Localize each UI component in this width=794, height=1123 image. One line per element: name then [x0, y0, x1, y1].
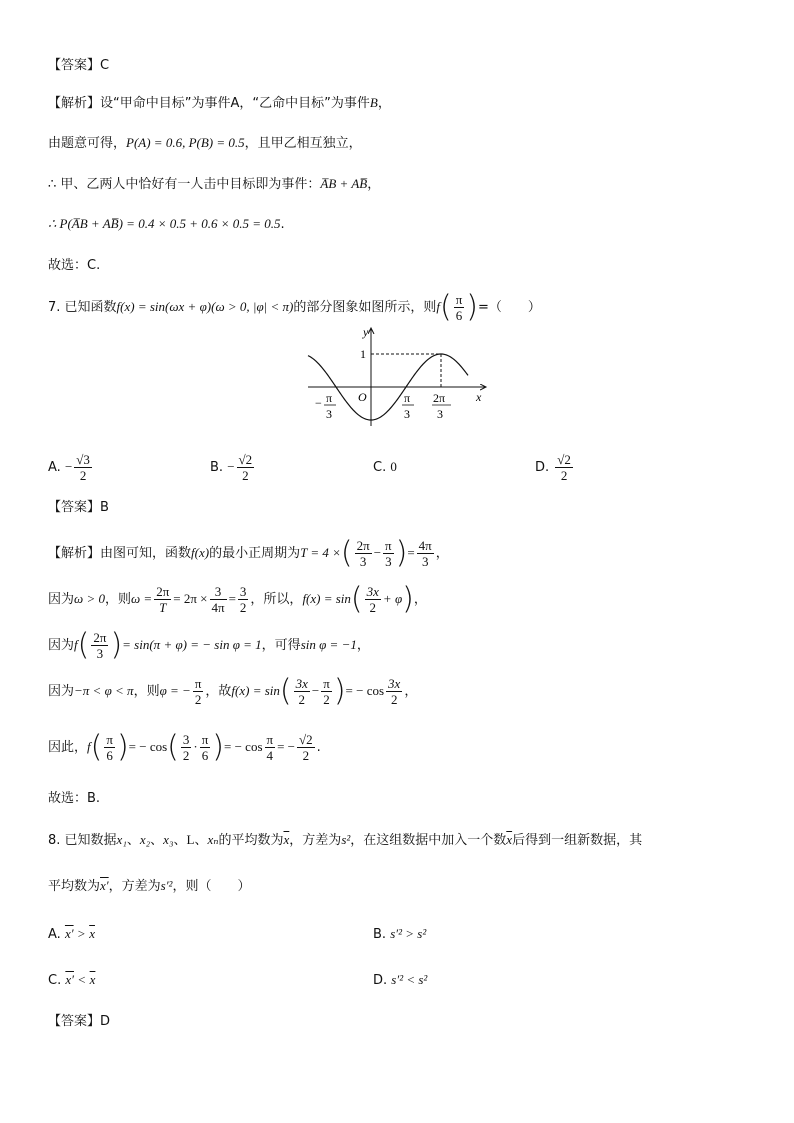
fraction: $\frac{3}{2}$ — [239, 584, 247, 615]
q7-answer-line — [48, 498, 109, 518]
math: = − cos — [224, 739, 263, 754]
math: x′ — [64, 926, 74, 941]
math: $\overline{x}$ — [283, 832, 290, 847]
paren: ( — [90, 729, 103, 765]
q7-option-b[interactable] — [210, 452, 256, 483]
math: A̅B + AB̅ — [320, 176, 368, 191]
math: (ω > 0, |φ| < π) — [211, 299, 294, 314]
fraction: $\frac{\pi}{6}$ — [106, 732, 113, 763]
paren: ) — [333, 673, 346, 709]
q7-stem — [48, 289, 541, 325]
q8-option-a[interactable] — [48, 926, 95, 942]
text: 由题意可得， — [48, 136, 127, 151]
math: = — [228, 591, 236, 606]
paren: ( — [77, 627, 90, 663]
paren: ( — [340, 535, 353, 571]
text: 后得到一组新数据，其 — [512, 833, 643, 848]
fraction: $\frac{\pi}{2}$ — [323, 676, 330, 707]
paren: ( — [350, 581, 363, 617]
math: T = 4 × — [300, 545, 341, 560]
option-label: C. — [373, 460, 387, 475]
option-label: C. — [48, 973, 62, 988]
answer-value: C — [100, 58, 110, 73]
text: ， — [356, 638, 370, 653]
fraction: $\frac{3x}{2}$ — [295, 676, 308, 707]
math: s′² < s² — [391, 972, 428, 987]
math: ω = — [130, 591, 153, 606]
text: 、 — [173, 833, 187, 848]
math: + φ — [382, 591, 403, 606]
text: ， — [435, 546, 449, 561]
math: x′ — [65, 972, 74, 987]
q6-analysis-line-2 — [48, 133, 362, 154]
fraction: $\frac{√2}{2}$ — [238, 452, 253, 483]
q7-analysis-line-3 — [48, 627, 370, 663]
math: > — [77, 926, 86, 941]
math: x′ — [100, 878, 109, 893]
text: 设“甲命中目标”为事件A，“乙命中目标”为事件 — [100, 96, 370, 111]
math: f — [436, 299, 440, 314]
text: ，所以， — [250, 592, 303, 607]
q8-option-d[interactable] — [373, 972, 427, 988]
analysis-tag: 【解析】 — [48, 546, 101, 561]
option-label: A. — [48, 927, 61, 942]
text: 因为 — [48, 592, 75, 607]
math: = − cos — [345, 683, 385, 698]
math: x₃ — [163, 832, 174, 847]
paren: ( — [167, 729, 179, 765]
math: − — [227, 459, 235, 474]
fraction: $\frac{√2}{2}$ — [557, 452, 571, 483]
x-label: x — [476, 390, 482, 404]
fraction: $\frac{2\pi}{3}$ — [356, 538, 370, 569]
y-label: y — [363, 325, 369, 339]
text: ，则 — [104, 592, 131, 607]
option-label: D. — [535, 460, 550, 475]
q8-option-c[interactable] — [48, 972, 95, 988]
q8-stem-line-1 — [48, 830, 642, 851]
paren: ) — [466, 289, 478, 325]
q6-answer-line — [48, 56, 109, 76]
math: 0 — [390, 459, 397, 474]
math: s′² — [160, 878, 173, 893]
paren: ( — [279, 673, 292, 709]
q7-analysis-line-5 — [48, 729, 321, 765]
answer-tag: 【答案】 — [48, 1014, 101, 1029]
answer-tag: 【答案】 — [48, 58, 101, 73]
q6-analysis-line-3 — [48, 174, 380, 195]
math: φ = − — [159, 683, 191, 698]
fraction: $\frac{\pi}{6}$ — [455, 292, 463, 323]
math: B — [369, 95, 378, 110]
math: f — [87, 739, 91, 754]
math: ∴ P(A̅B + AB̅) = 0.4 × 0.5 + 0.6 × 0.5 = 0.5 — [48, 216, 281, 231]
text: 、 — [150, 833, 164, 848]
text: ， — [413, 592, 427, 607]
math: = 2π × — [173, 591, 208, 606]
tick-neg-pi3-sign: − — [315, 396, 322, 410]
answer-tag: 【答案】 — [48, 500, 101, 515]
q6-choice: 故选：C. — [48, 258, 101, 273]
option-label: B. — [373, 927, 387, 942]
text: ，方差为 — [289, 833, 342, 848]
text: . — [316, 740, 321, 755]
text: 的平均数为 — [218, 833, 284, 848]
fraction: $\frac{\pi}{3}$ — [385, 538, 392, 569]
text: ∴ 甲、乙两人中恰好有一人击中目标即为事件： — [48, 177, 321, 192]
math: $\overline{x}$ — [89, 926, 95, 941]
text: 7. 已知函数 — [48, 300, 117, 315]
q7-analysis-line-2 — [48, 581, 427, 617]
paren: ) — [110, 627, 123, 663]
origin-label: O — [358, 390, 367, 404]
paren: ) — [212, 729, 225, 765]
q7-option-d[interactable] — [535, 452, 575, 483]
analysis-tag: 【解析】 — [48, 96, 101, 111]
math: ω > 0 — [74, 591, 105, 606]
math: = — [407, 545, 415, 560]
paren: ) — [395, 535, 408, 571]
math: = − cos — [128, 739, 168, 754]
math: $\overline{x}$ — [89, 972, 96, 987]
q7-option-c[interactable] — [373, 459, 397, 475]
tick-2pi3-den: 3 — [437, 407, 443, 421]
text: 因为 — [48, 684, 75, 699]
math: $\overline{x}$ — [506, 832, 513, 847]
q7-analysis-line-1 — [48, 535, 449, 571]
fraction: $\frac{3x}{2}$ — [366, 584, 379, 615]
text: ，可得 — [261, 638, 301, 653]
math: < — [78, 972, 86, 987]
text: 因此， — [48, 740, 88, 755]
math: s² — [341, 832, 351, 847]
option-label: A. — [48, 460, 61, 475]
text: ，则（ ） — [172, 879, 251, 894]
text: 因为 — [48, 638, 75, 653]
q8-option-b[interactable] — [373, 926, 426, 942]
fraction: $\frac{3}{4\pi}$ — [211, 584, 225, 615]
text: . — [280, 217, 285, 232]
q8-stem-line-2 — [48, 876, 250, 897]
fraction: $\frac{\pi}{4}$ — [266, 732, 274, 763]
math: − — [64, 459, 73, 474]
math: f(x) = sin — [231, 683, 280, 698]
sine-graph — [300, 322, 500, 432]
tick-pi3-den: 3 — [404, 407, 410, 421]
answer-value: D — [100, 1014, 111, 1029]
fraction: $\frac{√2}{2}$ — [299, 732, 313, 763]
text: ， — [377, 96, 391, 111]
fraction: $\frac{2\pi}{3}$ — [93, 630, 107, 661]
paren: ( — [439, 289, 452, 325]
text: ， — [367, 177, 381, 192]
math: x₂ — [139, 832, 151, 847]
option-label: D. — [373, 973, 388, 988]
text: 8. 已知数据 — [48, 833, 117, 848]
fraction: $\frac{2\pi}{T}$ — [156, 584, 170, 615]
fraction: $\frac{\pi}{2}$ — [194, 676, 202, 707]
text: 平均数为 — [48, 879, 101, 894]
math: xₙ — [207, 832, 219, 847]
math: f(x) — [191, 545, 210, 560]
text: 、 — [126, 833, 140, 848]
text: ， — [404, 684, 418, 699]
math: · — [193, 739, 198, 754]
math: f(x) = sin(ωx + φ) — [116, 299, 212, 314]
math: = − — [277, 739, 296, 754]
one-label: 1 — [360, 347, 366, 361]
text: ，则 — [133, 684, 160, 699]
tick-neg-pi3-num: π — [326, 391, 333, 405]
answer-value: B — [100, 500, 109, 515]
math: − — [373, 545, 382, 560]
text: ，且甲乙相互独立， — [244, 136, 362, 151]
q7-analysis-line-4 — [48, 673, 418, 709]
paren: ) — [116, 729, 129, 765]
math: −π < φ < π — [74, 683, 134, 698]
math: − — [311, 683, 320, 698]
math: P(A) = 0.6, P(B) = 0.5 — [126, 135, 245, 150]
text: ，在这组数据中加入一个数 — [350, 833, 507, 848]
q6-analysis-line-1 — [48, 93, 391, 114]
fraction: $\frac{4\pi}{3}$ — [418, 538, 432, 569]
fraction: $\frac{\pi}{6}$ — [201, 732, 209, 763]
math: L — [186, 832, 195, 847]
fraction: $\frac{√3}{2}$ — [76, 452, 90, 483]
tick-pi3-num: π — [404, 391, 411, 405]
text: 的部分图象如图所示，则 — [293, 300, 437, 315]
q7-option-a[interactable] — [48, 452, 94, 483]
math: f(x) = sin — [302, 591, 351, 606]
math: f — [74, 637, 78, 652]
text: 由图可知，函数 — [100, 546, 192, 561]
q7-choice: 故选：B. — [48, 791, 101, 806]
q6-analysis-line-4 — [48, 214, 285, 235]
math: = sin(π + φ) = − sin φ = 1 — [122, 637, 262, 652]
fraction: $\frac{3}{2}$ — [182, 732, 190, 763]
text: =（ ） — [478, 300, 541, 315]
tick-neg-pi3-den: 3 — [326, 407, 332, 421]
paren: ) — [402, 581, 414, 617]
text: 的最小正周期为 — [209, 546, 301, 561]
fraction: $\frac{3x}{2}$ — [388, 676, 401, 707]
option-label: B. — [210, 460, 224, 475]
tick-2pi3-num: 2π — [433, 391, 446, 405]
q8-answer-line — [48, 1012, 110, 1032]
math: s′² > s² — [390, 926, 427, 941]
text: ，故 — [205, 684, 232, 699]
text: 、 — [194, 833, 208, 848]
math: x₁ — [116, 832, 127, 847]
math: sin φ = −1 — [300, 637, 357, 652]
text: ，方差为 — [108, 879, 161, 894]
